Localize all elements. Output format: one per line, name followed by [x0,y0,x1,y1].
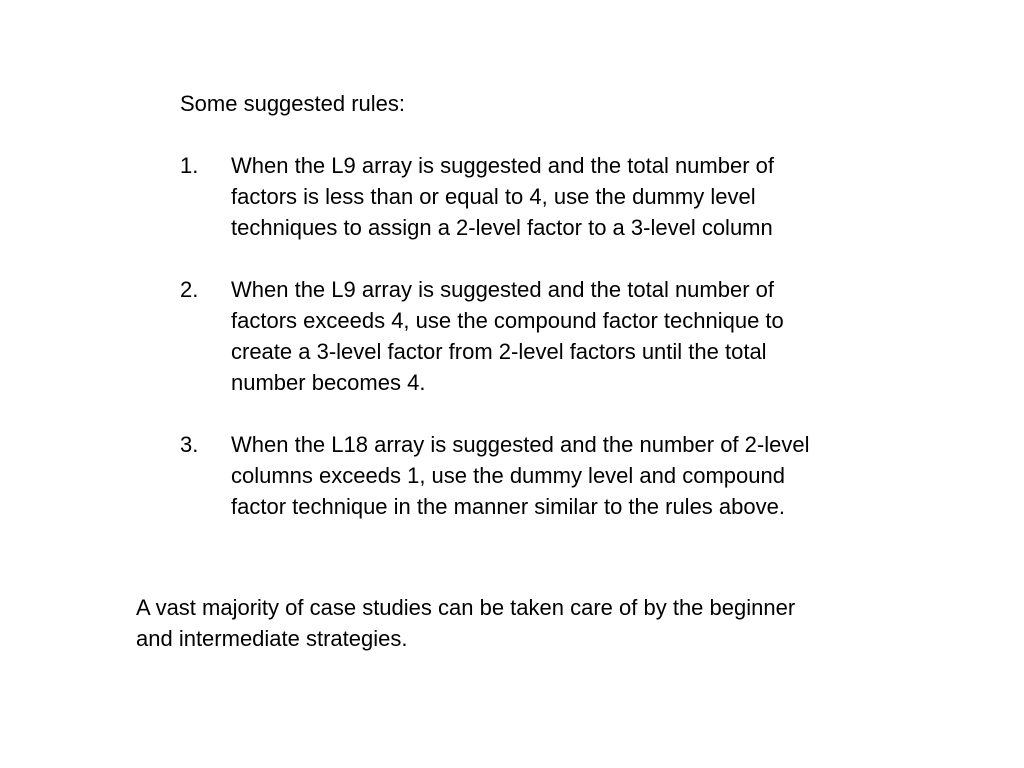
rule-item-3 [180,429,920,522]
rule-item-1 [180,150,920,243]
rule-line: When the L9 array is suggested and the total number of [231,153,774,178]
rule-line: When the L18 array is suggested and the number of 2-level [231,432,810,457]
rule-line: number becomes 4. [231,370,426,395]
rule-number: 1. [180,153,199,178]
rule-line: columns exceeds 1, use the dummy level and compound [231,463,785,488]
rule-line: factors is less than or equal to 4, use the dummy level [231,184,756,209]
rules-list [180,150,920,553]
rules-heading: Some suggested rules: [180,91,406,116]
rule-line: factor technique in the manner similar to the rules above. [231,494,785,519]
summary-line: and intermediate strategies. [136,626,408,651]
rule-number: 2. [180,277,199,302]
rule-line: create a 3-level factor from 2-level factors until the total [231,339,767,364]
rule-line: When the L9 array is suggested and the total number of [231,277,774,302]
rule-number: 3. [180,432,199,457]
rule-line: techniques to assign a 2-level factor to a 3-level column [231,215,773,240]
rule-line: factors exceeds 4, use the compound factor technique to [231,308,784,333]
summary-line: A vast majority of case studies can be taken care of by the beginner [136,595,796,620]
rule-item-2 [180,274,920,398]
summary-paragraph [136,592,926,654]
